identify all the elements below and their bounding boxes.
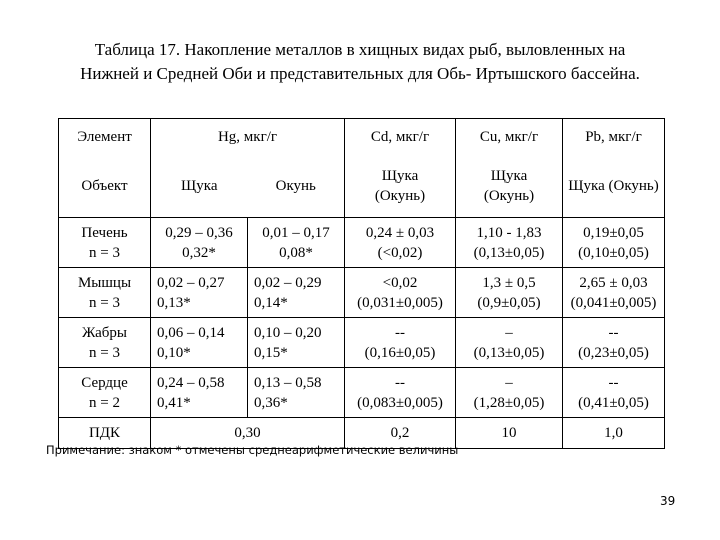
cu-cell: [456, 268, 563, 318]
cu-pike: –: [505, 324, 513, 341]
table-row: [59, 268, 665, 318]
subheader-cu: [456, 155, 563, 218]
pb-pike: --: [608, 324, 619, 341]
cu-perch: (0,13±0,05): [473, 244, 545, 261]
hg-perch-cell: [248, 218, 345, 268]
pb-cell: [563, 318, 665, 368]
hg-perch-range: 0,10 – 0,20: [254, 324, 322, 341]
caption-line-2: Нижней и Средней Оби и представительных для Обь- Иртышского бассейна.: [80, 64, 640, 83]
hg-pike-range: 0,06 – 0,14: [157, 324, 225, 341]
hg-pike-mean: 0,13*: [157, 294, 191, 311]
sample-count: n = 3: [89, 244, 120, 261]
subheader-object: Объект: [59, 155, 151, 218]
cu-perch: (1,28±0,05): [473, 394, 545, 411]
table-caption: [20, 38, 700, 86]
cd-cell: [345, 368, 456, 418]
caption-line-1: Таблица 17. Накопление металлов в хищных видах рыб, выловленных на: [94, 40, 626, 59]
cd-cell: [345, 268, 456, 318]
pdk-cd: 0,2: [345, 418, 456, 449]
pb-perch: (0,41±0,05): [578, 394, 649, 411]
pb-cell: [563, 218, 665, 268]
subheader-cd-line-1: Щука: [381, 168, 419, 184]
table-row: [59, 218, 665, 268]
pb-perch: (0,10±0,05): [578, 244, 649, 261]
hg-perch-range: 0,02 – 0,29: [254, 274, 322, 291]
cu-pike: 1,3 ± 0,5: [482, 274, 536, 291]
cd-perch: (0,031±0,005): [357, 294, 443, 311]
footnote: Примечание: знаком * отмечены среднеарифметические величины: [46, 443, 459, 457]
hg-perch-range: 0,13 – 0,58: [254, 374, 322, 391]
cu-cell: [456, 318, 563, 368]
subheader-perch: Окунь: [275, 178, 316, 194]
hg-perch-cell: [248, 368, 345, 418]
hg-perch-mean: 0,36*: [254, 394, 288, 411]
cd-perch: (0,083±0,005): [357, 394, 443, 411]
hg-pike-range: 0,02 – 0,27: [157, 274, 225, 291]
pb-pike: 2,65 ± 0,03: [579, 274, 648, 291]
organ-cell: [59, 318, 151, 368]
hg-pike-range: 0,24 – 0,58: [157, 374, 225, 391]
hg-perch-mean: 0,15*: [254, 344, 288, 361]
header-cd: Cd, мкг/г: [345, 119, 456, 156]
cd-pike: --: [395, 374, 405, 391]
header-row: [59, 119, 665, 156]
cd-pike: 0,24 ± 0,03: [365, 224, 435, 241]
organ-name: Печень: [81, 224, 128, 241]
pb-pike: 0,19±0,05: [583, 224, 644, 241]
metals-table: [58, 118, 665, 449]
hg-perch-range: 0,01 – 0,17: [262, 224, 330, 241]
hg-pike-range: 0,29 – 0,36: [165, 224, 233, 241]
organ-cell: [59, 268, 151, 318]
hg-perch-cell: [248, 318, 345, 368]
sample-count: n = 2: [89, 394, 120, 411]
hg-pike-mean: 0,10*: [157, 344, 191, 361]
header-element: Элемент: [59, 119, 151, 156]
hg-pike-mean: 0,41*: [157, 394, 191, 411]
organ-cell: [59, 218, 151, 268]
cd-perch: (<0,02): [377, 244, 423, 261]
hg-perch-cell: [248, 268, 345, 318]
header-hg: Hg, мкг/г: [151, 119, 345, 156]
hg-pike-cell: [151, 218, 248, 268]
pb-pike: --: [608, 374, 619, 391]
cu-perch: (0,9±0,05): [477, 294, 541, 311]
hg-pike-cell: [151, 318, 248, 368]
hg-pike-cell: [151, 268, 248, 318]
pdk-pb: 1,0: [563, 418, 665, 449]
hg-perch-mean: 0,14*: [254, 294, 288, 311]
cd-pike: --: [395, 324, 405, 341]
cu-cell: [456, 218, 563, 268]
hg-pike-mean: 0,32*: [182, 244, 216, 261]
pdk-label: ПДК: [59, 418, 151, 449]
header-pb: Pb, мкг/г: [563, 119, 665, 156]
subheader-cu-line-2: (Окунь): [483, 188, 535, 204]
cd-perch: (0,16±0,05): [364, 344, 436, 361]
organ-name: Сердце: [81, 374, 128, 391]
cu-cell: [456, 368, 563, 418]
cd-cell: [345, 318, 456, 368]
header-cu: Cu, мкг/г: [456, 119, 563, 156]
pdk-cu: 10: [456, 418, 563, 449]
subheader-cd-line-2: (Окунь): [374, 188, 426, 204]
pb-perch: (0,041±0,005): [570, 294, 657, 311]
organ-cell: [59, 368, 151, 418]
subheader-pike: Щука: [180, 178, 218, 194]
page-number: 39: [660, 494, 676, 508]
hg-perch-mean: 0,08*: [279, 244, 313, 261]
subheader-cd: [345, 155, 456, 218]
sample-count: n = 3: [89, 344, 120, 361]
pb-cell: [563, 368, 665, 418]
cu-perch: (0,13±0,05): [473, 344, 545, 361]
organ-name: Мышцы: [77, 274, 132, 291]
pdk-hg: 0,30: [151, 418, 345, 449]
hg-pike-cell: [151, 368, 248, 418]
subheader-cu-line-1: Щука: [490, 168, 528, 184]
table-row: [59, 318, 665, 368]
cu-pike: 1,10 - 1,83: [476, 224, 542, 241]
sample-count: n = 3: [89, 294, 120, 311]
subheader-row: [59, 155, 665, 218]
organ-name: Жабры: [82, 324, 127, 341]
pb-cell: [563, 268, 665, 318]
cu-pike: –: [505, 374, 513, 391]
table-row: [59, 368, 665, 418]
subheader-pb: Щука (Окунь): [563, 155, 665, 218]
pb-perch: (0,23±0,05): [578, 344, 649, 361]
cd-pike: <0,02: [382, 274, 418, 291]
cd-cell: [345, 218, 456, 268]
